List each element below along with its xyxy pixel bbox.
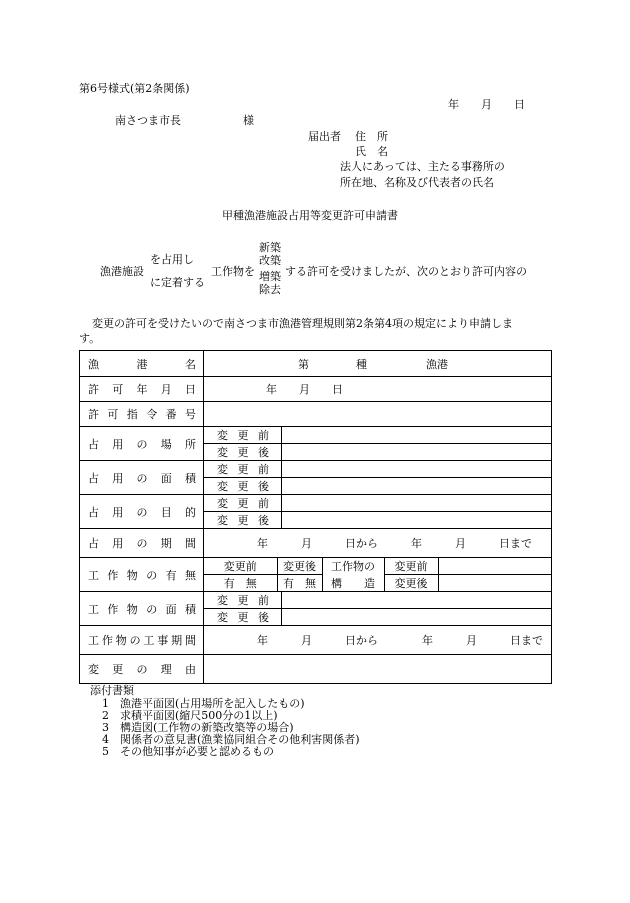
attachments-list <box>102 698 360 758</box>
period-value[interactable]: 年 月 日から 年 月 日まで <box>204 529 552 558</box>
statement-structure: 工作物を <box>211 265 255 278</box>
structure-of-label-b: 構 造 <box>322 575 384 592</box>
construction-period-label: 工作物の工事期間 <box>80 626 204 655</box>
addressee: 南さつま市長 <box>115 114 181 127</box>
purpose-label: 占用の目的 <box>80 495 204 529</box>
structure-kind-before-label: 変更前 <box>384 558 438 575</box>
statement-occupy-2: に定着する <box>150 276 205 289</box>
statement-occupy-1: を占用し <box>150 253 194 266</box>
statement-line-3: す。 <box>79 332 101 345</box>
address-label: 住 所 <box>355 130 388 143</box>
statement-work-item: 新築 <box>259 241 281 254</box>
corp-note-2: 所在地、名称及び代表者の氏名 <box>340 176 494 189</box>
permit-no-value[interactable] <box>204 402 552 427</box>
structure-area-before-value[interactable] <box>282 592 552 609</box>
document-title: 甲種漁港施設占用等変更許可申請書 <box>222 209 398 222</box>
statement-work-item: 増築 <box>259 270 281 283</box>
structure-exists-before[interactable]: 有 無 <box>204 575 277 592</box>
name-label: 氏 名 <box>355 145 388 158</box>
has-structure-grid <box>204 558 551 591</box>
row-place-before <box>80 427 552 444</box>
corp-note-1: 法人にあっては、主たる事務所の <box>340 160 505 173</box>
date-line: 年 月 日 <box>448 98 525 111</box>
statement-line-2: 変更の許可を受けたいので南さつま市漁港管理規則第2条第4項の規定により申請しま <box>92 317 513 330</box>
form-number: 第6号様式(第2条関係) <box>79 82 190 95</box>
row-port-name <box>80 351 552 377</box>
construction-period-value[interactable]: 年 月 日から 年 月 日まで <box>204 626 552 655</box>
row-construction-period <box>80 626 552 655</box>
reason-value[interactable] <box>204 655 552 684</box>
statement-works-list <box>259 242 281 296</box>
application-table <box>79 350 552 684</box>
area-after-value[interactable] <box>282 478 552 495</box>
statement-work-item: 改築 <box>259 253 281 267</box>
structure-after-label: 変更後 <box>277 558 322 575</box>
area-before-label: 変更前 <box>204 461 282 478</box>
row-purpose-before <box>80 495 552 512</box>
structure-area-before-label: 変更前 <box>204 592 282 609</box>
row-permit-date <box>80 377 552 402</box>
place-label: 占用の場所 <box>80 427 204 461</box>
structure-kind-before-value[interactable] <box>438 558 551 575</box>
period-label: 占用の期間 <box>80 529 204 558</box>
structure-exists-after[interactable]: 有 無 <box>277 575 322 592</box>
reason-label: 変更の理由 <box>80 655 204 684</box>
place-after-value[interactable] <box>282 444 552 461</box>
port-class-a: 第 <box>298 357 309 371</box>
applicant-label: 届出者 <box>308 130 341 143</box>
row-permit-no <box>80 402 552 427</box>
place-after-label: 変更後 <box>204 444 282 461</box>
port-class-c: 漁港 <box>426 357 448 371</box>
area-after-label: 変更後 <box>204 478 282 495</box>
attachment-item: 2 求積平面図(縮尺500分の1以上) <box>102 709 278 722</box>
purpose-after-value[interactable] <box>282 512 552 529</box>
honorific: 様 <box>243 114 254 127</box>
structure-of-label-a: 工作物の <box>322 558 384 575</box>
attachment-item: 3 構造図(工作物の新築改築等の場合) <box>102 721 294 734</box>
structure-area-label: 工作物の面積 <box>80 592 204 626</box>
attachment-item: 5 その他知事が必要と認めるもの <box>102 745 274 758</box>
permit-date-value[interactable]: 年 月 日 <box>204 377 552 402</box>
row-period <box>80 529 552 558</box>
port-name-label: 漁港名 <box>80 351 204 377</box>
place-before-label: 変更前 <box>204 427 282 444</box>
row-structure-area-before <box>80 592 552 609</box>
has-structure-label: 工作物の有無 <box>80 558 204 592</box>
row-has-structure <box>80 558 552 592</box>
area-before-value[interactable] <box>282 461 552 478</box>
purpose-after-label: 変更後 <box>204 512 282 529</box>
row-reason <box>80 655 552 684</box>
statement-work-item: 除去 <box>259 282 281 296</box>
attachment-item: 1 漁港平面図(占用場所を記入したもの) <box>102 697 305 710</box>
has-structure-cell <box>204 558 552 592</box>
attachment-item: 4 関係者の意見書(漁業協同組合その他利害関係者) <box>102 733 360 746</box>
purpose-before-value[interactable] <box>282 495 552 512</box>
structure-before-label: 変更前 <box>204 558 277 575</box>
structure-kind-after-value[interactable] <box>438 575 551 592</box>
statement-facility: 漁港施設 <box>100 265 144 278</box>
permit-no-label: 許可指令番号 <box>80 402 204 427</box>
permit-date-label: 許可年月日 <box>80 377 204 402</box>
port-class-b: 種 <box>356 357 367 371</box>
row-area-before <box>80 461 552 478</box>
attachments-heading: 添付書類 <box>90 684 134 697</box>
place-before-value[interactable] <box>282 427 552 444</box>
structure-area-after-value[interactable] <box>282 609 552 626</box>
purpose-before-label: 変更前 <box>204 495 282 512</box>
structure-kind-after-label: 変更後 <box>384 575 438 592</box>
area-label: 占用の面積 <box>80 461 204 495</box>
structure-area-after-label: 変更後 <box>204 609 282 626</box>
statement-suffix: する許可を受けましたが、次のとおり許可内容の <box>285 265 527 278</box>
port-class-cell[interactable] <box>204 351 552 377</box>
